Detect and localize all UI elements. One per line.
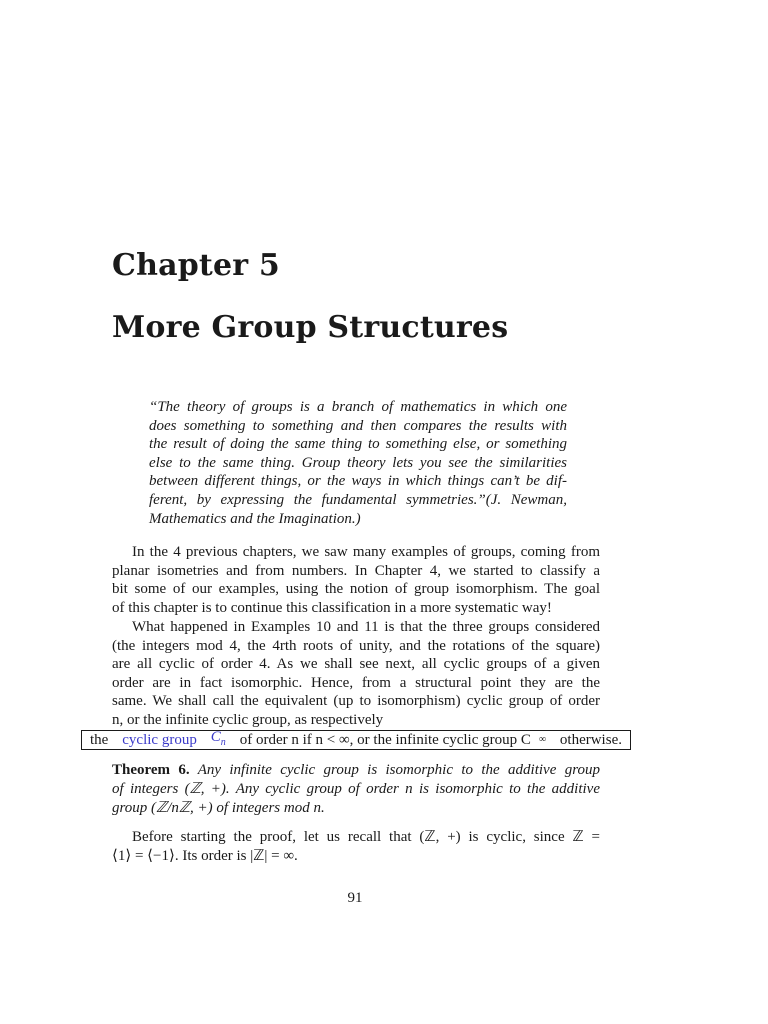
paragraph-line: (the integers mod 4, the 4rth roots of unity, and the rotations of the square): [112, 637, 600, 654]
infinity-subscript: ∞: [538, 734, 546, 745]
intro-paragraph: [112, 543, 600, 617]
paragraph-line: In the 4 previous chapters, we saw many examples of groups, coming from: [132, 544, 600, 560]
epigraph-line: the result of doing the same thing to something else, or something: [149, 436, 567, 453]
theorem-line: of integers (ℤ, +). Any cyclic group of order n is isomorphic to the additive: [112, 781, 600, 798]
theorem-line: group (ℤ/nℤ, +) of integers mod n.: [112, 800, 325, 817]
cyclic-group-term-link[interactable]: cyclic group: [122, 732, 197, 748]
definition-middle: of order n if n < ∞, or the infinite cyclic group C: [239, 732, 531, 748]
theorem-label: Theorem 6.: [112, 762, 190, 778]
paragraph-line: What happened in Examples 10 and 11 is that the three groups considered: [132, 619, 600, 635]
epigraph-line: ferent, by expressing the fundamental symmetries.”(J. Newman,: [149, 491, 567, 508]
epigraph-line: else to the same thing. Group theory lets you see the similarities: [149, 454, 567, 471]
epigraph-quote: [149, 398, 567, 528]
paragraph-line: same. We shall call the equivalent (up to isomorphism) cyclic group of order: [112, 693, 600, 710]
paragraph-line: n, or the infinite cyclic group, as respectively: [112, 711, 384, 728]
epigraph-line: “The theory of groups is a branch of mathematics in which one: [149, 399, 567, 415]
paragraph-line: planar isometries and from numbers. In Chapter 4, we started to classify a: [112, 562, 600, 579]
page-number: 91: [347, 890, 363, 906]
paragraph-line: Before starting the proof, let us recall that (ℤ, +) is cyclic, since ℤ =: [132, 829, 600, 845]
theorem-line: Theorem 6. Any infinite cyclic group is isomorphic to the additive group: [112, 762, 600, 778]
cyclic-group-symbol[interactable]: $C_n$: [210, 729, 226, 748]
paragraph-line: order are in fact isomorphic. Hence, from a structural point they are the: [112, 674, 600, 691]
definition-suffix: otherwise.: [559, 732, 622, 748]
paragraph-line: are all cyclic of order 4. As we shall see next, all cyclic groups of a given: [112, 656, 600, 673]
definition-prefix: the: [90, 732, 109, 748]
cyclic-groups-paragraph: [112, 618, 600, 730]
epigraph-line: Mathematics and the Imagination.): [149, 510, 361, 527]
chapter-label: Chapter 5: [112, 248, 280, 283]
cyclic-group-definition-box: [81, 730, 631, 750]
epigraph-line: does something to something and then compares the results with: [149, 417, 567, 434]
proof-intro-paragraph: [112, 828, 600, 866]
theorem-6: [112, 761, 600, 819]
chapter-title: More Group Structures: [112, 310, 509, 345]
epigraph-line: between different things, or the ways in which things can’t be dif-: [149, 473, 567, 490]
paragraph-line: ⟨1⟩ = ⟨−1⟩. Its order is |ℤ| = ∞.: [112, 848, 298, 865]
paragraph-line: bit some of our examples, using the notion of group isomorphism. The goal: [112, 581, 600, 598]
paragraph-line: of this chapter is to continue this classification in a more systematic way!: [112, 599, 552, 616]
